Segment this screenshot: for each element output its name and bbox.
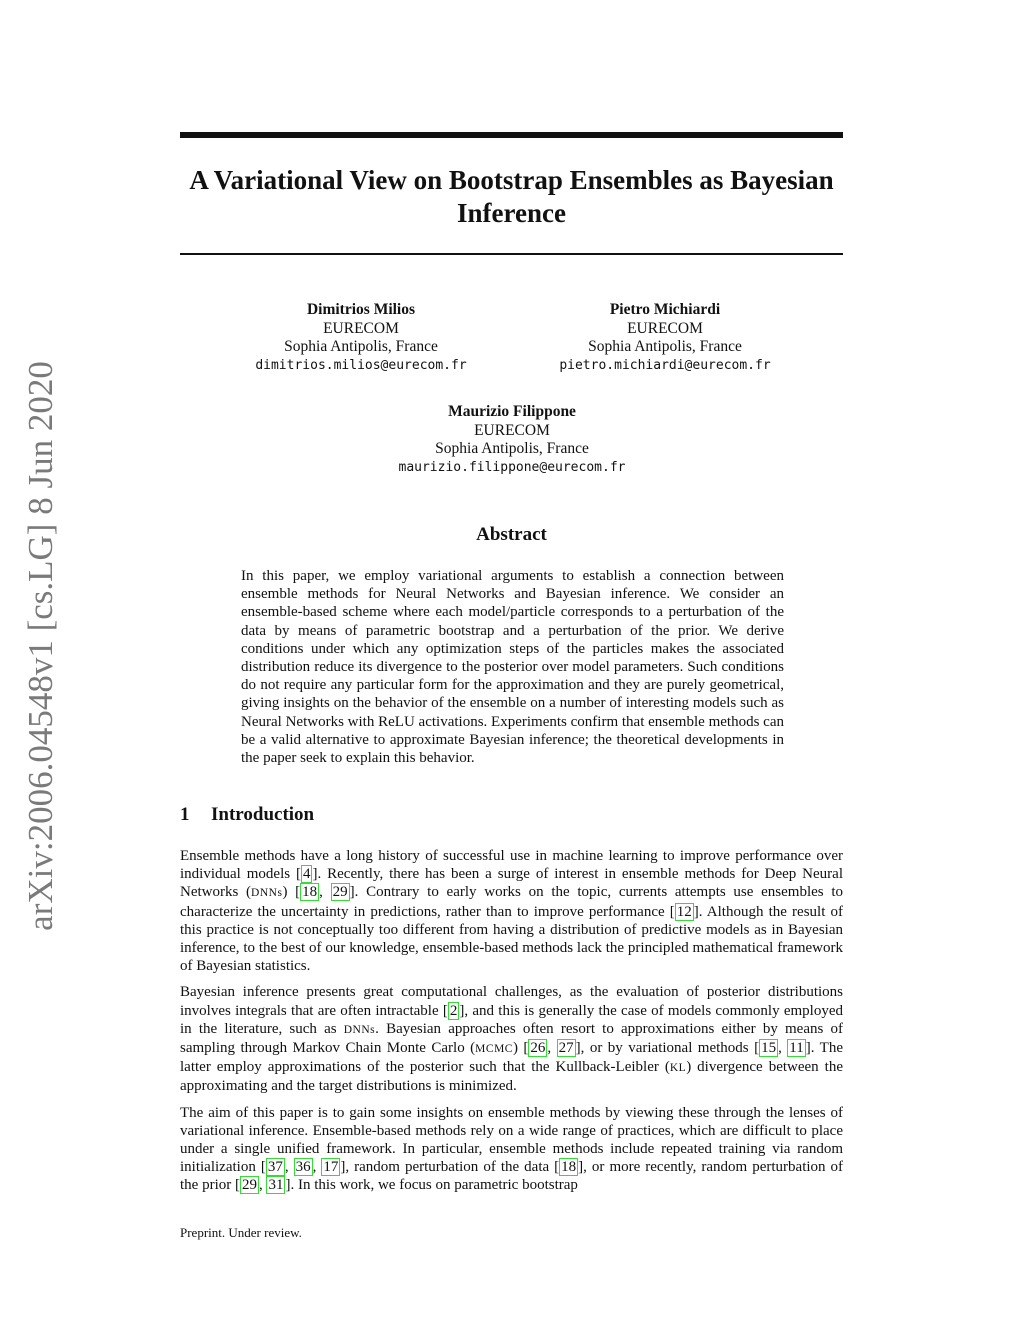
citation-link[interactable]: 2 [449,1002,458,1019]
text-run: ], and this is generally the case of models commonly employed in the literature, such as [180,1002,843,1037]
footer-note: Preprint. Under review. [180,1225,302,1240]
text-run: ]. The latter employ approximations of the posterior such that the Kullback-Leibler ( [180,1040,843,1076]
text-run: ], random perturbation of the data [ [340,1159,560,1176]
section-number: 1 [180,804,190,825]
paragraph [180,847,843,975]
author-email[interactable]: pietro.michiardi@eurecom.fr [559,357,771,373]
text-run: ], or more recently, random perturbation of the prior [ [180,1159,844,1194]
abstract-text: In this paper, we employ variational arguments to establish a connection between ensemble methods for Neural Networks and Bayesian inference. We consider an ensemble-based scheme where each model/particle corresponds to a perturbation of the data by means of parametric bootstrap and a perturbation of the prior. We derive conditions under which any optimization steps of the particles makes the associated distribution reduce its divergence to the posterior over model parameters. Such conditions do not require any particular form for the approximation and they are purely geometrical, giving insights on the behavior of the ensemble on a number of interesting models such as Neural Networks with ReLU activations. Experiments confirm that ensemble methods can be a valid alternative to approximate Bayesian inference; the theoretical developments in the paper seek to explain this behavior. [241,568,784,767]
section-heading [180,804,314,826]
text-run: , [547,1040,557,1057]
paragraph [180,1104,843,1195]
citation-link[interactable]: 37 [267,1159,283,1176]
citation-link[interactable]: 11 [789,1040,804,1057]
text-run: . Bayesian approaches often resort to approximations either by means of sampling through Markov Chain Monte Carlo ( [180,1020,843,1057]
text-run: ]. Contrary to early works on the topic, currents attempts use ensembles to characterize the uncertainty in predictions, rather than to improve performance [ [180,884,844,920]
text-run: ]. Recently, there has been a surge of interest in ensemble methods for Deep Neural Networks ( [180,866,843,901]
text-run: , [778,1040,788,1057]
text-run: , [258,1177,267,1194]
text-run: ) [ [282,884,301,901]
citation-link[interactable]: 29 [241,1177,257,1194]
arxiv-identifier: arXiv:2006.04548v1 [cs.LG] 8 Jun 2020 [21,361,60,931]
author-affiliation: EURECOM [323,319,399,337]
author-block [522,301,808,375]
author-email[interactable]: dimitrios.milios@eurecom.fr [255,357,467,373]
text-run: ]. In this work, we focus on parametric bootstrap [285,1177,578,1194]
author-email[interactable]: maurizio.filippone@eurecom.fr [398,459,626,475]
text-run: , [319,884,331,901]
paragraph [180,983,843,1095]
citation-link[interactable]: 18 [302,884,318,901]
acronym: DNNs [251,887,283,900]
citation-link[interactable]: 26 [530,1040,546,1057]
author-location: Sophia Antipolis, France [435,440,589,457]
citation-link[interactable]: 12 [676,903,692,920]
author-affiliation: EURECOM [474,421,550,439]
acronym: DNNs [343,1023,376,1036]
text-run: The aim of this paper is to gain some insights on ensemble methods by viewing these through the lenses of variational inference. Ensemble-based methods rely on a wide range of practices, which are difficult to place under a single unified framework. In particular, ensemble methods include repeated training via random initialization [ [180,1104,843,1176]
author-name: Pietro Michiardi [609,301,721,318]
citation-link[interactable]: 4 [302,866,311,883]
citation-link[interactable]: 27 [558,1040,574,1057]
citation-link[interactable]: 31 [268,1177,284,1194]
author-location: Sophia Antipolis, France [588,338,742,355]
acronym: MCMC [475,1043,513,1056]
citation-link[interactable]: 15 [761,1040,777,1057]
author-affiliation: EURECOM [627,319,703,337]
citation-link[interactable]: 36 [295,1159,311,1176]
text-run: ], or by variational methods [ [575,1040,760,1057]
author-name: Maurizio Filippone [448,403,576,420]
text-run: ]. Although the result of this practice is not conceptually too different from having a distribution of predictive models as in Bayesian inference, to the best of our knowledge, ensemble-based methods lack the principled mathematical framework of Bayesian statistics. [180,903,843,975]
title-rule-top [180,132,843,138]
author-name: Dimitrios Milios [306,301,416,318]
section-title: Introduction [211,804,315,825]
text-run: Ensemble methods have a long history of successful use in machine learning to improve performance over individual models [ [180,848,843,883]
text-run: , [312,1159,322,1176]
paper-title: A Variational View on Bootstrap Ensembles as Bayesian Inference [189,165,834,228]
text-run: , [284,1159,294,1176]
citation-link[interactable]: 18 [561,1159,577,1176]
text-run: ) [ [512,1040,529,1057]
citation-link[interactable]: 17 [323,1159,339,1176]
author-location: Sophia Antipolis, France [284,338,438,355]
acronym: KL [669,1062,687,1075]
text-run: Bayesian inference presents great computational challenges, as the evaluation of posterior distributions involves integrals that are often intractable [ [180,984,843,1019]
author-block [362,403,662,477]
citation-link[interactable]: 29 [332,884,348,901]
abstract-heading: Abstract [476,524,547,545]
title-rule-bottom [180,253,843,255]
text-run: ) divergence between the approximating and the target distributions is minimized. [180,1059,843,1095]
introduction-body [180,847,843,1203]
author-block [218,301,504,375]
